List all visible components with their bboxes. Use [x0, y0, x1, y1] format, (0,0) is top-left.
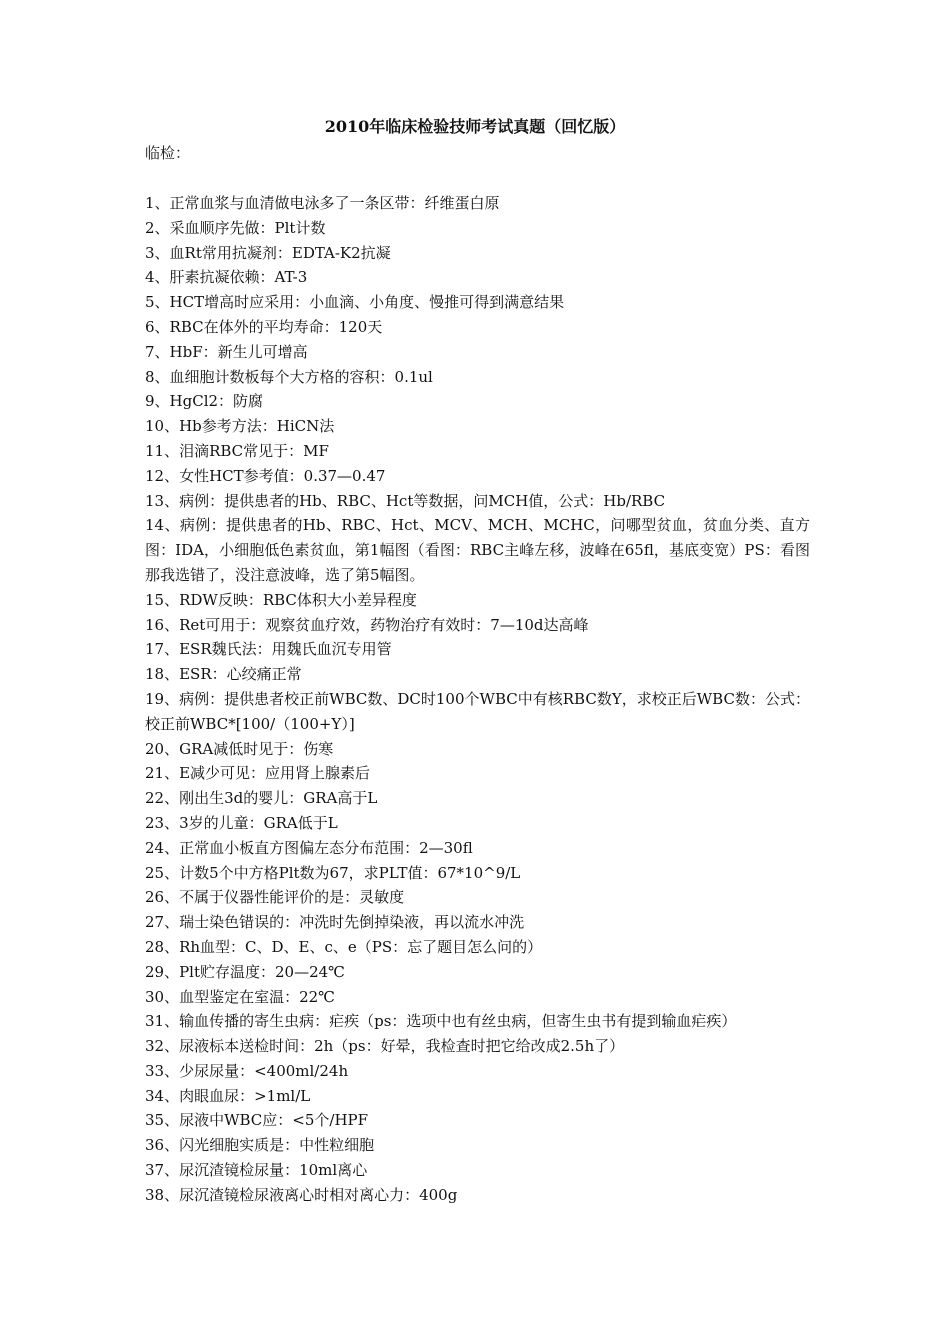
list-item: 4、肝素抗凝依赖：AT-3 [145, 268, 308, 287]
list-item: 34、肉眼血尿：>1ml/L [145, 1086, 311, 1105]
question-list [145, 191, 810, 1208]
list-item: 15、RDW反映：RBC体积大小差异程度 [145, 590, 417, 609]
list-item: 36、闪光细胞实质是：中性粒细胞 [145, 1136, 375, 1155]
list-item: 10、Hb参考方法：HiCN法 [145, 417, 335, 436]
list-item: 24、正常血小板直方图偏左态分布范围：2—30fl [145, 838, 473, 857]
list-item: 27、瑞士染色错误的：冲洗时先倒掉染液，再以流水冲洗 [145, 913, 525, 932]
list-item: 11、泪滴RBC常见于：MF [145, 441, 329, 460]
document-title: 2010年临床检验技师考试真题（回忆版） [324, 117, 626, 136]
list-item: 7、HbF：新生儿可增高 [145, 342, 308, 361]
list-item: 33、少尿尿量：<400ml/24h [145, 1061, 349, 1080]
list-item: 2、采血顺序先做：Plt计数 [145, 218, 326, 237]
list-item: 38、尿沉渣镜检尿液离心时相对离心力：400g [145, 1185, 458, 1204]
list-item: 3、血Rt常用抗凝剂：EDTA-K2抗凝 [145, 243, 391, 262]
list-item: 6、RBC在体外的平均寿命：120天 [145, 317, 383, 336]
list-item: 37、尿沉渣镜检尿量：10ml离心 [145, 1161, 368, 1180]
list-item: 30、血型鉴定在室温：22℃ [145, 987, 335, 1006]
list-item: 5、HCT增高时应采用：小血滴、小角度、慢推可得到满意结果 [145, 293, 565, 312]
section-label: 临检： [145, 144, 191, 162]
list-item: 8、血细胞计数板每个大方格的容积：0.1ul [145, 367, 433, 386]
list-item: 28、Rh血型：C、D、E、c、e（PS：忘了题目怎么问的） [145, 937, 543, 956]
list-item: 20、GRA减低时见于：伤寒 [145, 739, 334, 758]
list-item: 12、女性HCT参考值：0.37—0.47 [145, 466, 386, 485]
list-item: 32、尿液标本送检时间：2h（ps：好晕，我检查时把它给改成2.5h了） [145, 1037, 625, 1056]
list-item: 31、输血传播的寄生虫病：疟疾（ps：选项中也有丝虫病，但寄生虫书有提到输血疟疾） [145, 1012, 737, 1031]
list-item: 13、病例：提供患者的Hb、RBC、Hct等数据，问MCH值，公式：Hb/RBC [145, 491, 666, 510]
list-item: 19、病例：提供患者校正前WBC数、DC时100个WBC中有核RBC数Y，求校正后WBC数：公式：校正前WBC*[100/（100+Y）] [145, 689, 810, 733]
list-item: 16、Ret可用于：观察贫血疗效，药物治疗有效时：7—10d达高峰 [145, 615, 589, 634]
list-item: 29、Plt贮存温度：20—24℃ [145, 962, 345, 981]
list-item: 14、病例：提供患者的Hb、RBC、Hct、MCV、MCH、MCHC，问哪型贫血，贫血分类、直方图：IDA，小细胞低色素贫血，第1幅图（看图：RBC主峰左移，波峰在65fl，基底变宽）PS：看图那我选错了，没注意波峰，选了第5幅图。 [145, 516, 810, 584]
list-item: 26、不属于仪器性能评价的是：灵敏度 [145, 888, 405, 907]
list-item: 1、正常血浆与血清做电泳多了一条区带：纤维蛋白原 [145, 194, 500, 212]
list-item: 17、ESR魏氏法：用魏氏血沉专用管 [145, 640, 392, 659]
list-item: 23、3岁的儿童：GRA低于L [145, 813, 338, 832]
list-item: 25、计数5个中方格Plt数为67，求PLT值：67*10^9/L [145, 863, 521, 882]
list-item: 21、E减少可见：应用肾上腺素后 [145, 764, 371, 783]
list-item: 35、尿液中WBC应：<5个/HPF [145, 1111, 369, 1130]
list-item: 9、HgCl2：防腐 [145, 392, 264, 411]
list-item: 22、刚出生3d的婴儿：GRA高于L [145, 789, 378, 808]
list-item: 18、ESR：心绞痛正常 [145, 665, 302, 684]
